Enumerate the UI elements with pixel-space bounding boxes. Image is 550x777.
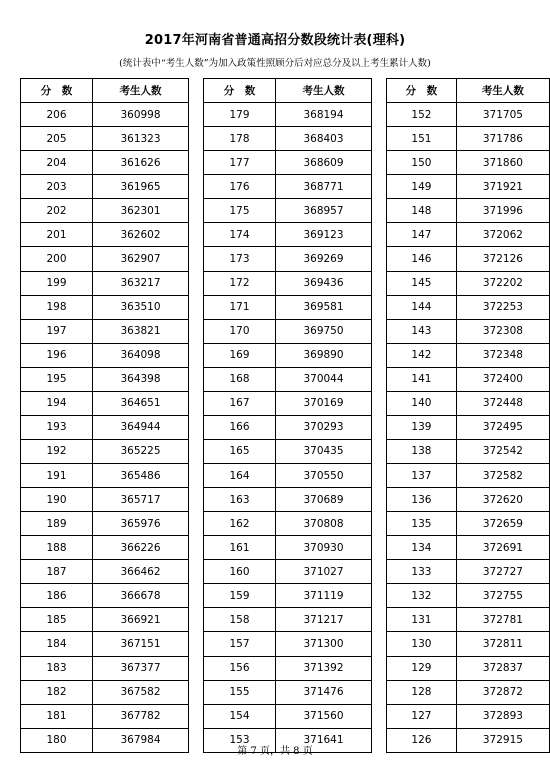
score-cell: 138 <box>387 439 457 463</box>
score-cell: 180 <box>21 728 93 752</box>
count-cell: 371119 <box>276 584 372 608</box>
count-cell: 366921 <box>93 608 189 632</box>
table-row <box>21 295 189 319</box>
table-row <box>204 584 372 608</box>
score-cell: 170 <box>204 319 276 343</box>
count-cell: 371705 <box>456 103 549 127</box>
score-cell: 156 <box>204 656 276 680</box>
table-row <box>21 247 189 271</box>
count-cell: 372755 <box>456 584 549 608</box>
table-row <box>21 584 189 608</box>
count-cell: 367582 <box>93 680 189 704</box>
count-cell: 369750 <box>276 319 372 343</box>
score-cell: 182 <box>21 680 93 704</box>
table-row <box>204 223 372 247</box>
count-cell: 365717 <box>93 488 189 512</box>
count-cell: 368403 <box>276 127 372 151</box>
table-row <box>387 223 550 247</box>
table-row <box>387 295 550 319</box>
table-header-row <box>387 79 550 103</box>
score-cell: 190 <box>21 488 93 512</box>
table-row <box>204 343 372 367</box>
table-row <box>387 704 550 728</box>
table-row <box>204 656 372 680</box>
count-cell: 372620 <box>456 488 549 512</box>
count-cell: 366226 <box>93 536 189 560</box>
count-cell: 370293 <box>276 415 372 439</box>
count-cell: 364398 <box>93 367 189 391</box>
count-cell: 372308 <box>456 319 549 343</box>
score-cell: 168 <box>204 367 276 391</box>
count-cell: 369123 <box>276 223 372 247</box>
table-row <box>204 608 372 632</box>
score-cell: 195 <box>21 367 93 391</box>
score-cell: 175 <box>204 199 276 223</box>
count-cell: 362907 <box>93 247 189 271</box>
table-row <box>204 103 372 127</box>
count-cell: 372893 <box>456 704 549 728</box>
count-cell: 371476 <box>276 680 372 704</box>
table-row <box>204 175 372 199</box>
table-row <box>204 704 372 728</box>
count-cell: 372400 <box>456 367 549 391</box>
score-cell: 166 <box>204 415 276 439</box>
score-cell: 130 <box>387 632 457 656</box>
score-cell: 201 <box>21 223 93 247</box>
count-cell: 371996 <box>456 199 549 223</box>
score-cell: 172 <box>204 271 276 295</box>
score-cell: 132 <box>387 584 457 608</box>
table-row <box>204 391 372 415</box>
score-cell: 167 <box>204 391 276 415</box>
score-cell: 164 <box>204 464 276 488</box>
score-cell: 151 <box>387 127 457 151</box>
table-row <box>204 488 372 512</box>
score-cell: 128 <box>387 680 457 704</box>
score-cell: 144 <box>387 295 457 319</box>
table-row <box>204 439 372 463</box>
score-cell: 185 <box>21 608 93 632</box>
score-cell: 146 <box>387 247 457 271</box>
table-row <box>387 512 550 536</box>
table-row <box>387 127 550 151</box>
score-cell: 153 <box>204 728 276 752</box>
score-cell: 188 <box>21 536 93 560</box>
score-cell: 147 <box>387 223 457 247</box>
table-row <box>204 560 372 584</box>
score-cell: 165 <box>204 439 276 463</box>
score-cell: 154 <box>204 704 276 728</box>
table-row <box>387 343 550 367</box>
score-cell: 139 <box>387 415 457 439</box>
count-cell: 369269 <box>276 247 372 271</box>
count-cell: 370930 <box>276 536 372 560</box>
score-cell: 181 <box>21 704 93 728</box>
count-cell: 372872 <box>456 680 549 704</box>
table-row <box>204 367 372 391</box>
count-cell: 372691 <box>456 536 549 560</box>
score-cell: 178 <box>204 127 276 151</box>
count-cell: 367151 <box>93 632 189 656</box>
score-cell: 135 <box>387 512 457 536</box>
count-cell: 372542 <box>456 439 549 463</box>
table-row <box>21 415 189 439</box>
count-header: 考生人数 <box>93 79 189 103</box>
table-row <box>387 151 550 175</box>
score-cell: 137 <box>387 464 457 488</box>
table-row <box>387 584 550 608</box>
score-cell: 169 <box>204 343 276 367</box>
count-cell: 370550 <box>276 464 372 488</box>
count-cell: 371921 <box>456 175 549 199</box>
score-header: 分 数 <box>21 79 93 103</box>
page-title: 2017年河南省普通高招分数段统计表(理科) <box>144 33 406 48</box>
table-header-row <box>21 79 189 103</box>
score-cell: 133 <box>387 560 457 584</box>
count-cell: 371786 <box>456 127 549 151</box>
score-cell: 194 <box>21 391 93 415</box>
count-cell: 361965 <box>93 175 189 199</box>
score-cell: 186 <box>21 584 93 608</box>
table-row <box>21 488 189 512</box>
score-cell: 202 <box>21 199 93 223</box>
score-cell: 206 <box>21 103 93 127</box>
count-cell: 372582 <box>456 464 549 488</box>
table-row <box>387 560 550 584</box>
table-row <box>21 319 189 343</box>
count-cell: 363217 <box>93 271 189 295</box>
score-cell: 127 <box>387 704 457 728</box>
count-cell: 372202 <box>456 271 549 295</box>
count-cell: 365486 <box>93 464 189 488</box>
table-row <box>387 464 550 488</box>
score-cell: 134 <box>387 536 457 560</box>
score-cell: 189 <box>21 512 93 536</box>
table-row <box>21 536 189 560</box>
count-cell: 368771 <box>276 175 372 199</box>
count-cell: 360998 <box>93 103 189 127</box>
score-cell: 131 <box>387 608 457 632</box>
score-cell: 204 <box>21 151 93 175</box>
table-row <box>21 151 189 175</box>
score-cell: 174 <box>204 223 276 247</box>
table-row <box>204 632 372 656</box>
count-cell: 363821 <box>93 319 189 343</box>
score-header: 分 数 <box>204 79 276 103</box>
count-cell: 369436 <box>276 271 372 295</box>
table-row <box>21 632 189 656</box>
count-cell: 371217 <box>276 608 372 632</box>
score-cell: 126 <box>387 728 457 752</box>
count-cell: 364944 <box>93 415 189 439</box>
count-cell: 364651 <box>93 391 189 415</box>
score-cell: 160 <box>204 560 276 584</box>
table-row <box>387 271 550 295</box>
score-cell: 173 <box>204 247 276 271</box>
count-cell: 361323 <box>93 127 189 151</box>
count-cell: 372659 <box>456 512 549 536</box>
score-cell: 198 <box>21 295 93 319</box>
score-cell: 192 <box>21 439 93 463</box>
score-cell: 177 <box>204 151 276 175</box>
score-cell: 150 <box>387 151 457 175</box>
count-cell: 371027 <box>276 560 372 584</box>
count-cell: 371560 <box>276 704 372 728</box>
count-cell: 366678 <box>93 584 189 608</box>
score-cell: 136 <box>387 488 457 512</box>
score-table-2 <box>203 78 372 753</box>
count-header: 考生人数 <box>276 79 372 103</box>
count-cell: 369890 <box>276 343 372 367</box>
score-cell: 191 <box>21 464 93 488</box>
count-cell: 372348 <box>456 343 549 367</box>
table-row <box>21 271 189 295</box>
table-row <box>21 391 189 415</box>
table-row <box>387 608 550 632</box>
table-row <box>204 271 372 295</box>
count-cell: 372915 <box>456 728 549 752</box>
score-cell: 179 <box>204 103 276 127</box>
count-cell: 371860 <box>456 151 549 175</box>
table-row <box>204 151 372 175</box>
count-cell: 367984 <box>93 728 189 752</box>
count-cell: 372448 <box>456 391 549 415</box>
count-cell: 363510 <box>93 295 189 319</box>
table-row <box>387 319 550 343</box>
table-row <box>387 536 550 560</box>
table-row <box>204 247 372 271</box>
score-cell: 187 <box>21 560 93 584</box>
table-row <box>204 127 372 151</box>
table-row <box>21 512 189 536</box>
count-cell: 361626 <box>93 151 189 175</box>
table-row <box>387 656 550 680</box>
count-cell: 371300 <box>276 632 372 656</box>
count-cell: 362301 <box>93 199 189 223</box>
score-cell: 143 <box>387 319 457 343</box>
count-header: 考生人数 <box>456 79 549 103</box>
count-cell: 372253 <box>456 295 549 319</box>
count-cell: 370044 <box>276 367 372 391</box>
count-cell: 371392 <box>276 656 372 680</box>
score-cell: 149 <box>387 175 457 199</box>
table-row <box>21 199 189 223</box>
table-row <box>387 367 550 391</box>
count-cell: 372837 <box>456 656 549 680</box>
table-row <box>21 704 189 728</box>
table-row <box>387 488 550 512</box>
table-row <box>387 415 550 439</box>
table-row <box>204 464 372 488</box>
table-row <box>204 319 372 343</box>
count-cell: 368194 <box>276 103 372 127</box>
count-cell: 366462 <box>93 560 189 584</box>
table-row <box>387 439 550 463</box>
table-row <box>204 199 372 223</box>
count-cell: 371641 <box>276 728 372 752</box>
count-cell: 369581 <box>276 295 372 319</box>
table-row <box>21 175 189 199</box>
score-cell: 183 <box>21 656 93 680</box>
table-row <box>21 656 189 680</box>
score-cell: 152 <box>387 103 457 127</box>
table-row <box>21 439 189 463</box>
score-cell: 193 <box>21 415 93 439</box>
table-row <box>204 680 372 704</box>
score-cell: 184 <box>21 632 93 656</box>
score-cell: 161 <box>204 536 276 560</box>
score-cell: 203 <box>21 175 93 199</box>
score-table-1 <box>20 78 189 753</box>
score-cell: 197 <box>21 319 93 343</box>
score-table-3 <box>386 78 550 753</box>
table-row <box>387 391 550 415</box>
count-cell: 370689 <box>276 488 372 512</box>
count-cell: 365976 <box>93 512 189 536</box>
table-header-row <box>204 79 372 103</box>
count-cell: 372811 <box>456 632 549 656</box>
table-row <box>21 223 189 247</box>
score-cell: 199 <box>21 271 93 295</box>
count-cell: 372126 <box>456 247 549 271</box>
count-cell: 370808 <box>276 512 372 536</box>
table-row <box>21 367 189 391</box>
table-row <box>204 415 372 439</box>
table-row <box>387 680 550 704</box>
table-row <box>21 560 189 584</box>
table-row <box>204 295 372 319</box>
count-cell: 362602 <box>93 223 189 247</box>
score-cell: 140 <box>387 391 457 415</box>
count-cell: 372727 <box>456 560 549 584</box>
count-cell: 367782 <box>93 704 189 728</box>
count-cell: 367377 <box>93 656 189 680</box>
count-cell: 370169 <box>276 391 372 415</box>
count-cell: 368609 <box>276 151 372 175</box>
score-cell: 163 <box>204 488 276 512</box>
score-cell: 148 <box>387 199 457 223</box>
table-row <box>387 199 550 223</box>
table-row <box>387 175 550 199</box>
page-footer: 第 7 页，共 8 页 <box>237 746 313 757</box>
score-cell: 141 <box>387 367 457 391</box>
table-row <box>387 632 550 656</box>
count-cell: 372495 <box>456 415 549 439</box>
table-row <box>21 103 189 127</box>
count-cell: 368957 <box>276 199 372 223</box>
table-row <box>21 127 189 151</box>
score-cell: 155 <box>204 680 276 704</box>
score-cell: 145 <box>387 271 457 295</box>
count-cell: 364098 <box>93 343 189 367</box>
table-row <box>21 343 189 367</box>
score-cell: 159 <box>204 584 276 608</box>
score-cell: 205 <box>21 127 93 151</box>
score-cell: 157 <box>204 632 276 656</box>
score-cell: 176 <box>204 175 276 199</box>
score-cell: 196 <box>21 343 93 367</box>
score-cell: 142 <box>387 343 457 367</box>
count-cell: 372781 <box>456 608 549 632</box>
score-cell: 200 <box>21 247 93 271</box>
count-cell: 370435 <box>276 439 372 463</box>
score-cell: 158 <box>204 608 276 632</box>
table-row <box>387 247 550 271</box>
score-header: 分 数 <box>387 79 457 103</box>
table-row <box>21 608 189 632</box>
count-cell: 365225 <box>93 439 189 463</box>
score-cell: 162 <box>204 512 276 536</box>
table-row <box>204 512 372 536</box>
score-cell: 171 <box>204 295 276 319</box>
page-subtitle: (统计表中“考生人数”为加入政策性照顾分后对应总分及以上考生累计人数) <box>119 58 431 69</box>
table-row <box>387 103 550 127</box>
count-cell: 372062 <box>456 223 549 247</box>
table-row <box>21 464 189 488</box>
table-row <box>204 536 372 560</box>
table-row <box>21 680 189 704</box>
score-cell: 129 <box>387 656 457 680</box>
